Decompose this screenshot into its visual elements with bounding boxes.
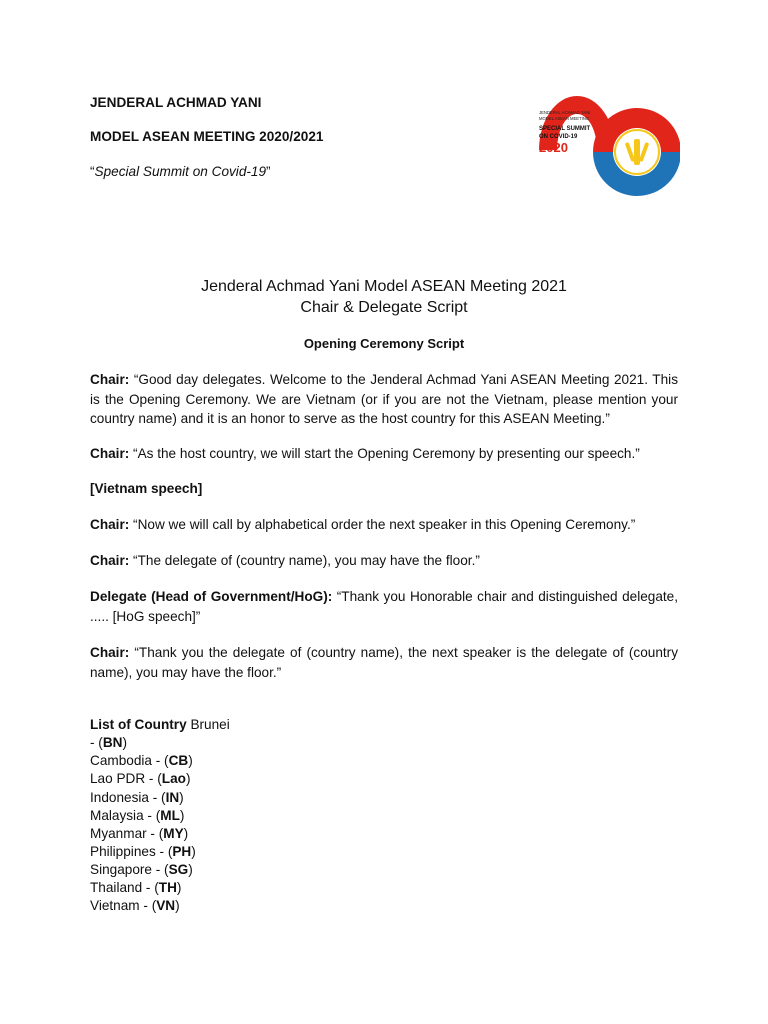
country-list-item	[90, 752, 193, 770]
country-list-item	[90, 789, 184, 807]
speaker-label: Chair:	[90, 553, 130, 568]
country-list-item	[90, 861, 193, 879]
country-close: )	[188, 862, 193, 877]
country-close: )	[191, 844, 196, 859]
country-list-item	[90, 807, 184, 825]
speaker-label: [Vietnam speech]	[90, 481, 203, 496]
country-name: Thailand - (	[90, 880, 159, 895]
country-list-item	[90, 770, 190, 788]
script-paragraph	[90, 479, 678, 499]
country-list-item	[90, 734, 127, 752]
country-code: TH	[158, 880, 177, 895]
speaker-label: Delegate (Head of Government/HoG):	[90, 589, 333, 604]
script-paragraph	[90, 587, 678, 626]
script-paragraph	[90, 643, 678, 682]
country-list-heading-line	[90, 716, 230, 734]
country-close: )	[176, 880, 182, 895]
section-title: Opening Ceremony Script	[303, 336, 465, 351]
country-name: Malaysia - (	[90, 808, 161, 823]
country-close: )	[175, 898, 180, 913]
country-name: Brunei	[186, 717, 230, 732]
country-close: )	[122, 735, 128, 750]
speaker-text: “Thank you Honorable chair and distinguished delegate, ..... [HoG speech]”	[90, 589, 679, 624]
country-code: VN	[156, 898, 176, 913]
logo-text-1: JENDERAL ACHMAD YANI	[539, 110, 591, 115]
speaker-text: “The delegate of (country name), you may have the floor.”	[129, 553, 480, 568]
country-code: ML	[160, 808, 180, 823]
header-theme-text: Special Summit on Covid-19	[94, 164, 267, 179]
document-subtitle: Chair & Delegate Script	[300, 299, 468, 316]
country-name: Vietnam - (	[90, 898, 157, 913]
header-org-name: JENDERAL ACHMAD YANI	[90, 95, 262, 110]
speaker-text: “Thank you the delegate of (country name), the next speaker is the delegate of (country name), you may have the floor.”	[90, 645, 678, 680]
country-list-item	[90, 843, 196, 861]
country-list-item	[90, 879, 181, 897]
country-close: )	[185, 771, 191, 786]
logo-text-3: SPECIAL SUMMIT	[539, 126, 591, 132]
country-name: Philippines - (	[90, 844, 173, 859]
speaker-label: Chair:	[90, 446, 130, 461]
country-name: Cambodia - (	[90, 753, 169, 768]
script-paragraph	[90, 370, 678, 429]
logo-year: 2020	[539, 140, 568, 155]
country-sep: - (	[90, 735, 103, 750]
country-close: )	[183, 826, 189, 841]
header-event-name: MODEL ASEAN MEETING 2020/2021	[90, 129, 324, 144]
country-code: BN	[102, 735, 123, 750]
speaker-text: “Good day delegates. Welcome to the Jenderal Achmad Yani ASEAN Meeting 2021. This is the Opening Ceremony. We are Vietnam (or if you are not the Vietnam, please mention your country name) and it is an honor to serve as the host country for this ASEAN Meeting.”	[90, 372, 678, 426]
speaker-text: “Now we will call by alphabetical order the next speaker in this Opening Ceremony.”	[129, 517, 636, 532]
speaker-label: Chair:	[90, 372, 130, 387]
script-paragraph	[90, 444, 678, 464]
document-title: Jenderal Achmad Yani Model ASEAN Meeting 2021	[201, 278, 567, 295]
country-code: SG	[168, 862, 189, 877]
speaker-text: “As the host country, we will start the Opening Ceremony by presenting our speech.”	[129, 446, 640, 461]
country-code: MY	[163, 826, 184, 841]
country-name: Lao PDR - (	[90, 771, 162, 786]
country-close: )	[179, 808, 185, 823]
country-name: Indonesia - (	[90, 790, 166, 805]
country-list-item	[90, 897, 180, 915]
header-theme	[90, 163, 271, 181]
logo-text-4: ON COVID-19	[539, 134, 578, 140]
country-name: Myanmar - (	[90, 826, 164, 841]
country-code: IN	[165, 790, 180, 805]
logo-text-2: MODEL ASEAN MEETING	[539, 116, 590, 121]
country-list-heading: List of Country	[90, 717, 187, 732]
speaker-label: Chair:	[90, 517, 130, 532]
country-close: )	[188, 753, 193, 768]
country-close: )	[179, 790, 184, 805]
header-theme-close-quote: ”	[266, 164, 271, 179]
speaker-label: Chair:	[90, 645, 130, 660]
header-theme-open-quote: “	[90, 164, 95, 179]
script-paragraph	[90, 551, 678, 571]
country-code: Lao	[161, 771, 186, 786]
country-code: CB	[168, 753, 189, 768]
event-logo	[535, 92, 680, 204]
country-code: PH	[172, 844, 192, 859]
country-list-item	[90, 825, 188, 843]
country-name: Singapore - (	[90, 862, 169, 877]
script-paragraph	[90, 515, 678, 535]
